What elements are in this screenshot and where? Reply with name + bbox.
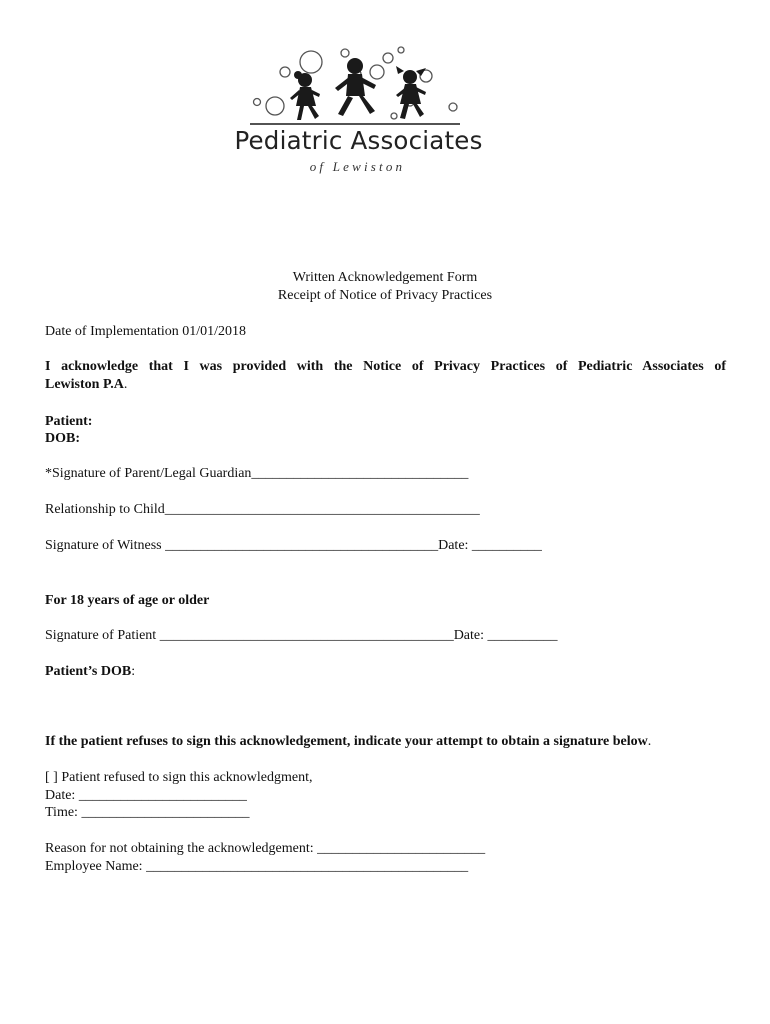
logo-brand-name: Pediatric Associates (234, 126, 483, 155)
patient-dob-colon: : (131, 664, 136, 679)
acknowledge-practice-name: Lewiston P.A (45, 377, 124, 392)
form-title: Written Acknowledgement Form (292, 270, 478, 285)
patient-dob-label: Patient’s DOB (45, 664, 132, 679)
witness-signature-field[interactable]: Signature of Witness _______________________________________Date: __________ (45, 538, 542, 553)
acknowledge-statement-line2 (45, 377, 127, 393)
reason-field[interactable]: Reason for not obtaining the acknowledgement: ________________________ (45, 841, 486, 856)
relationship-field[interactable]: Relationship to Child_____________________________________________ (45, 502, 480, 517)
refusal-heading-period: . (647, 734, 652, 749)
adult-section-heading: For 18 years of age or older (45, 593, 210, 608)
dob-label: DOB: (45, 431, 80, 446)
refusal-heading (45, 734, 651, 750)
refused-checkbox[interactable]: [ ] Patient refused to sign this acknowledgment, (45, 770, 313, 785)
patient-label: Patient: (45, 414, 93, 429)
refusal-date-field[interactable]: Date: ________________________ (45, 788, 247, 803)
form-subtitle: Receipt of Notice of Privacy Practices (277, 288, 493, 303)
acknowledge-statement-line1: I acknowledge that I was provided with the Notice of Privacy Practices of Pediatric Associates of (45, 359, 726, 374)
logo-subtitle: of Lewiston (309, 159, 406, 174)
acknowledge-period: . (123, 377, 128, 392)
guardian-signature-field[interactable]: *Signature of Parent/Legal Guardian_______________________________ (45, 466, 469, 481)
refusal-heading-text: If the patient refuses to sign this acknowledgement, indicate your attempt to obtain a signature below (45, 734, 648, 749)
refusal-time-field[interactable]: Time: ________________________ (45, 805, 250, 820)
patient-dob-field (45, 664, 135, 680)
employee-name-field[interactable]: Employee Name: ______________________________________________ (45, 859, 469, 874)
implementation-date: Date of Implementation 01/01/2018 (45, 324, 247, 339)
pediatric-associates-logo (220, 44, 495, 180)
patient-signature-field[interactable]: Signature of Patient __________________________________________Date: __________ (45, 628, 558, 643)
